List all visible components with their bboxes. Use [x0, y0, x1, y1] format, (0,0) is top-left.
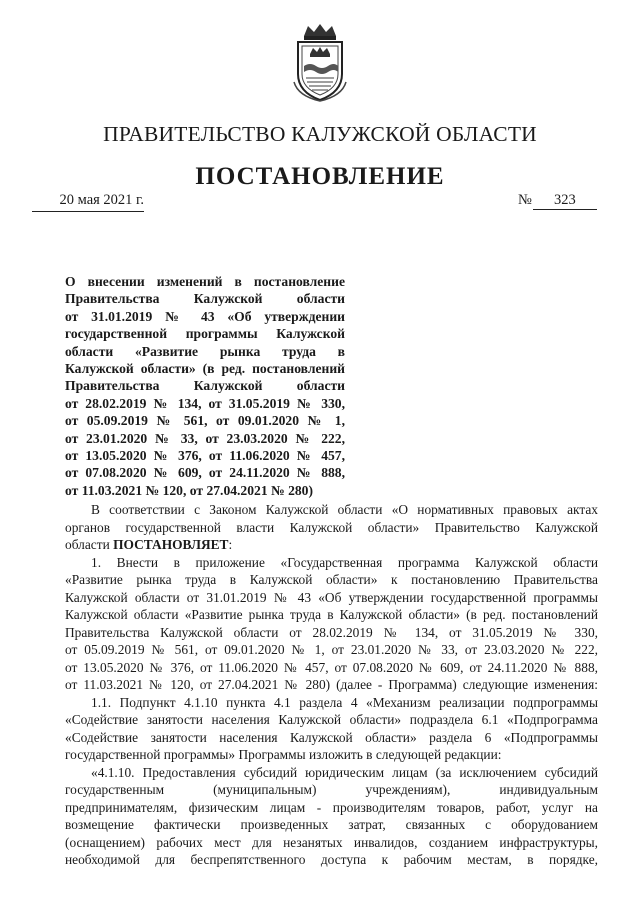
subject-line: государственной программы Калужской [65, 326, 345, 342]
preamble-line: органов государственной власти Калужской области» Правительство Калужской [65, 519, 598, 535]
item-1-line: Калужской области «Развитие рынка труда в Калужской области» (в ред. постановлений [65, 607, 598, 622]
item-1-1-line: «Содействие занятости населения Калужской области» раздела 6 «Подпрограммы [65, 729, 598, 745]
item-1-line: от 11.03.2021 № 120, от 27.04.2021 № 280) (далее - Программа) следующие изменения: [65, 677, 598, 692]
document-number-field [518, 192, 606, 211]
preamble-line [65, 536, 598, 554]
number-label: № [518, 192, 532, 208]
subject-line: Правительства Калужской области [65, 291, 345, 307]
document-number: 323 [533, 192, 597, 210]
decree-word: ПОСТАНОВЛЯЕТ [113, 537, 229, 552]
decree-colon: : [228, 537, 233, 552]
preamble-line: В соответствии с Законом Калужской области «О нормативных правовых актах [91, 502, 598, 517]
subject-line: Калужской области» (в ред. постановлений [65, 360, 345, 376]
quote-line: предпринимателям, физическим лицам - производителям товаров, работ, услуг на [65, 799, 598, 815]
organization-title: ПРАВИТЕЛЬСТВО КАЛУЖСКОЙ ОБЛАСТИ [103, 122, 537, 146]
subject-line: от 23.01.2020 № 33, от 23.03.2020 № 222, [65, 430, 345, 446]
item-1-line: от 05.09.2019 № 561, от 09.01.2020 № 1, от 23.01.2020 № 33, от 23.03.2020 № 222, [65, 642, 598, 657]
subject-line: от 07.08.2020 № 609, от 24.11.2020 № 888, [65, 465, 345, 481]
item-1-line: «Развитие рынка труда в Калужской области» к постановлению Правительства [65, 572, 598, 587]
document-date: 20 мая 2021 г. [32, 192, 144, 212]
subject-line: от 11.03.2021 № 120, от 27.04.2021 № 280) [65, 482, 313, 498]
subject-line: от 28.02.2019 № 134, от 31.05.2019 № 330, [65, 395, 345, 411]
item-1-line: Калужской области от 31.01.2019 № 43 «Об утверждении государственной программы [65, 589, 598, 605]
subject-line: области «Развитие рынка труда в [65, 343, 345, 359]
quote-line: «4.1.10. Предоставления субсидий юридическим лицам (за исключением субсидий [91, 764, 598, 780]
item-1-line: от 13.05.2020 № 376, от 11.06.2020 № 457, от 07.08.2020 № 609, от 24.11.2020 № 888, [65, 659, 598, 675]
document-type-heading: ПОСТАНОВЛЕНИЕ [195, 163, 445, 190]
item-1-1-line: государственной программы» Программы изложить в следующей редакции: [65, 747, 502, 762]
item-1-line: Правительства Калужской области от 28.02.2019 № 134, от 31.05.2019 № 330, [65, 624, 598, 640]
item-1-1-line: 1.1. Подпункт 4.1.10 пункта 4.1 раздела 4 «Механизм реализации подпрограммы [91, 694, 598, 710]
item-1-line: 1. Внести в приложение «Государственная программа Калужской области [91, 554, 598, 570]
coat-of-arms-icon [290, 22, 350, 102]
document-body [65, 501, 598, 869]
quote-line: государственным (муниципальным) учреждениям), индивидуальным [65, 782, 598, 797]
item-1-1-line: «Содействие занятости населения Калужской области» подраздела 6.1 «Подпрограмма [65, 712, 598, 727]
subject-line: от 31.01.2019 № 43 «Об утверждении [65, 308, 345, 324]
subject-line: от 05.09.2019 № 561, от 09.01.2020 № 1, [65, 413, 345, 429]
quote-line: (оснащением) рабочих мест для незанятых инвалидов, созданием инфраструктуры, [65, 834, 598, 850]
subject-line: Правительства Калужской области [65, 378, 345, 394]
subject-line: О внесении изменений в постановление [65, 274, 345, 289]
quote-line: необходимой для беспрепятственного доступа к рабочим местам, в порядке, [65, 852, 598, 867]
document-subject [65, 273, 345, 499]
preamble-text: области [65, 537, 114, 552]
subject-line: от 13.05.2020 № 376, от 11.06.2020 № 457, [65, 447, 345, 463]
quote-line: возмещение фактически произведенных затрат, связанных с оборудованием [65, 817, 598, 832]
